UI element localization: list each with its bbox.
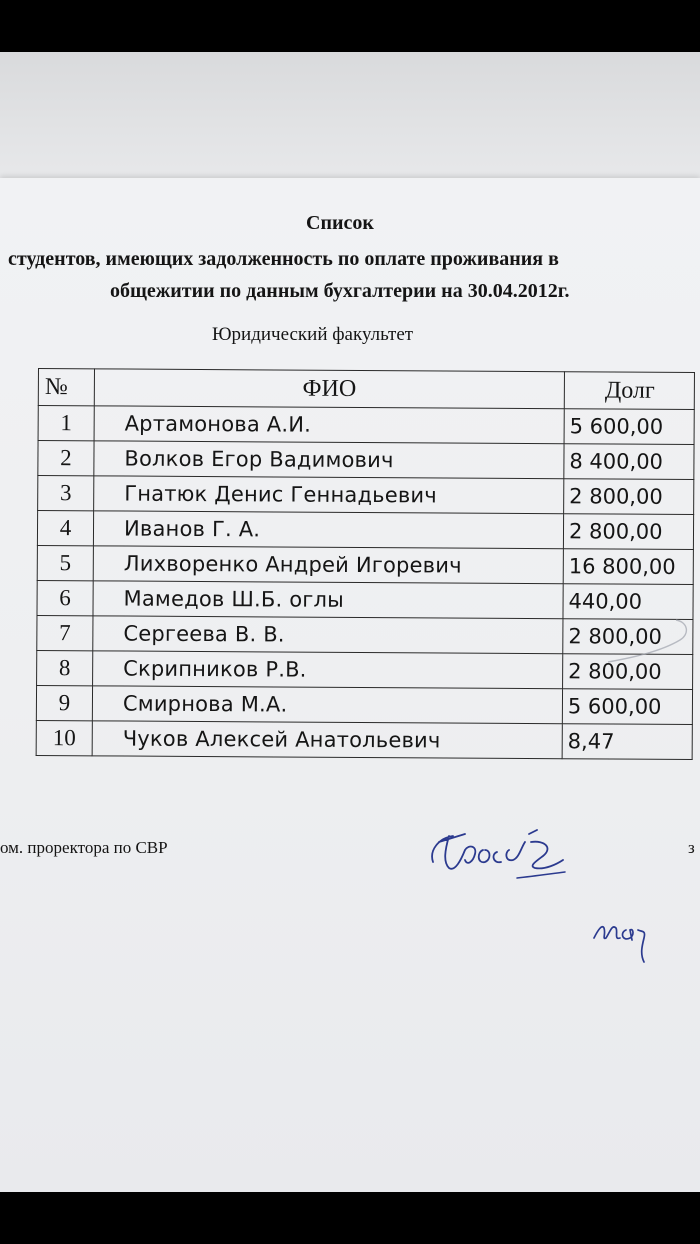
debt-amount: 5 600,00 bbox=[562, 689, 692, 725]
debt-amount: 2 800,00 bbox=[563, 654, 693, 690]
row-number: 4 bbox=[37, 511, 93, 546]
student-name: Чуков Алексей Анатольевич bbox=[92, 721, 562, 759]
student-name: Иванов Г. А. bbox=[93, 511, 563, 549]
signature-scribble-1 bbox=[425, 820, 575, 890]
student-name: Скрипников Р.В. bbox=[93, 651, 563, 689]
student-name: Гнатюк Денис Геннадьевич bbox=[94, 476, 564, 514]
row-number: 8 bbox=[37, 650, 93, 685]
student-name: Смирнова М.А. bbox=[92, 686, 562, 724]
row-number: 10 bbox=[36, 720, 92, 755]
row-number: 9 bbox=[36, 685, 92, 720]
column-header-number: № bbox=[38, 369, 94, 406]
column-header-debt: Долг bbox=[564, 372, 694, 410]
paper-background bbox=[0, 52, 700, 178]
signature-scribble-2 bbox=[588, 908, 668, 968]
table-row bbox=[37, 650, 693, 689]
row-number: 7 bbox=[37, 615, 93, 650]
table-row bbox=[38, 406, 694, 445]
debt-amount: 5 600,00 bbox=[564, 409, 694, 445]
debt-amount: 2 800,00 bbox=[563, 514, 693, 550]
row-number: 1 bbox=[38, 406, 94, 441]
debt-amount: 2 800,00 bbox=[563, 619, 693, 655]
table-row bbox=[36, 720, 692, 759]
student-name: Волков Егор Вадимович bbox=[94, 441, 564, 479]
table-row bbox=[38, 476, 694, 515]
document-title: Список bbox=[306, 212, 374, 234]
table-row bbox=[36, 685, 692, 724]
row-number: 3 bbox=[38, 476, 94, 511]
student-name: Мамедов Ш.Б. оглы bbox=[93, 581, 563, 619]
debt-amount: 16 800,00 bbox=[563, 549, 693, 585]
document-subtitle-line1: студентов, имеющих задолженность по оплате проживания в bbox=[8, 248, 559, 270]
row-number: 5 bbox=[37, 545, 93, 580]
cut-off-text: з bbox=[688, 838, 695, 857]
row-number: 2 bbox=[38, 441, 94, 476]
debt-amount: 440,00 bbox=[563, 584, 693, 620]
table-row bbox=[38, 441, 694, 480]
debt-amount: 8 400,00 bbox=[564, 444, 694, 480]
debt-table bbox=[36, 368, 695, 760]
column-header-name: ФИО bbox=[94, 369, 564, 409]
pen-mark bbox=[600, 600, 700, 670]
table-header-row bbox=[38, 369, 694, 410]
table-row bbox=[37, 580, 693, 619]
row-number: 6 bbox=[37, 580, 93, 615]
table-row bbox=[37, 545, 693, 584]
document-subtitle-line2: общежитии по данным бухгалтерии на 30.04.2012г. bbox=[110, 280, 570, 302]
student-name: Лихворенко Андрей Игоревич bbox=[93, 546, 563, 584]
table-row bbox=[37, 615, 693, 654]
faculty-name: Юридический факультет bbox=[212, 324, 414, 345]
debt-amount: 2 800,00 bbox=[564, 479, 694, 515]
table-row bbox=[37, 511, 693, 550]
student-name: Сергеева В. В. bbox=[93, 616, 563, 654]
student-name: Артамонова А.И. bbox=[94, 406, 564, 444]
debt-amount: 8,47 bbox=[562, 724, 692, 760]
signature-label: ом. проректора по СВР bbox=[0, 838, 168, 857]
